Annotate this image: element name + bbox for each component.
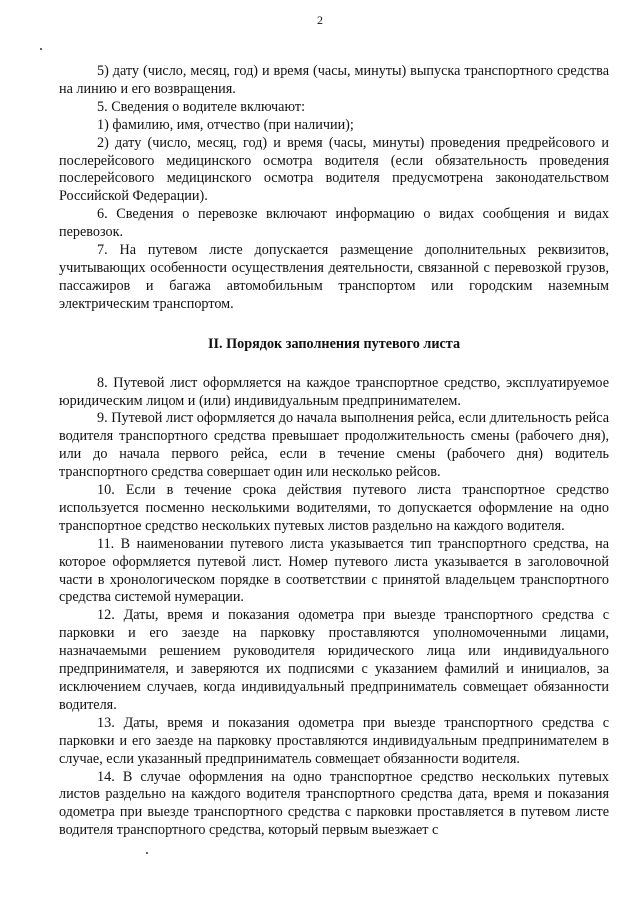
paragraph: 12. Даты, время и показания одометра при выезде транспортного средства с парковки и его заезде на парковку проставляются уполномоченными лицами, назначаемыми решением руководителя юридического лица или индивидуального предпринимателя, и заверяются их подписями с указанием фамилий и инициалов, за исключением случаев, когда индивидуальный предприниматель совмещает обязанности водителя. (59, 607, 609, 713)
paragraph: 5. Сведения о водителе включают: (97, 98, 306, 115)
paragraph: 10. Если в течение срока действия путевого листа транспортное средство используется посменно несколькими водителями, то допускается оформление на одно транспортное средство нескольких путевых листов раздельно на каждого водителя. (59, 482, 609, 534)
paragraph: 2) дату (число, месяц, год) и время (часы, минуты) проведения предрейсового и послерейсового медицинского осмотра водителя (если обязательность проведения послерейсового медицинского осмотра водителя предусмотрена законодательством Российской Федерации). (59, 134, 609, 205)
document-body (59, 63, 609, 840)
paragraph: 6. Сведения о перевозке включают информацию о видах сообщения и видах перевозок. (59, 206, 609, 241)
paragraph: 9. Путевой лист оформляется до начала выполнения рейса, если длительность рейса водителя транспортного средства превышает продолжительность смены (рабочего дня), или до начала первого рейса, если в течение смены (рабочего дня) водитель транспортного средства совершает один или несколько рейсов. (59, 410, 609, 481)
paragraph: 5) дату (число, месяц, год) и время (часы, минуты) выпуска транспортного средства на линию и его возвращения. (59, 63, 609, 97)
paragraph: 1) фамилию, имя, отчество (при наличии); (97, 116, 354, 133)
scan-speck (40, 48, 42, 50)
scan-speck (146, 852, 148, 854)
paragraph: 8. Путевой лист оформляется на каждое транспортное средство, эксплуатируемое юридическим лицом и (или) индивидуальным предпринимателем. (59, 374, 609, 409)
paragraph: 13. Даты, время и показания одометра при выезде транспортного средства с парковки и его заезде на парковку проставляются индивидуальным предпринимателем в случае, если указанный предприниматель совмещает обязанности водителя. (59, 714, 609, 767)
page-number: 2 (317, 13, 323, 27)
paragraph: 14. В случае оформления на одно транспортное средство нескольких путевых листов раздельно на каждого водителя транспортного средства дата, время и показания одометра при выезде транспортного средства с парковки проставляется в путевом листе водителя транспортного средства, который первым выезжает с (59, 768, 609, 839)
paragraph: 7. На путевом листе допускается размещение дополнительных реквизитов, учитывающих особенности осуществления деятельности, связанной с перевозкой грузов, пассажиров и багажа автомобильным транспортом или городским наземным электрическим транспортом. (59, 242, 609, 312)
paragraph: 11. В наименовании путевого листа указывается тип транспортного средства, на которое оформляется путевой лист. Номер путевого листа указывается в заголовочной части в хронологическом порядке в соответствии с принятой владельцем транспортного средства системой нумерации. (59, 535, 609, 606)
section-heading: II. Порядок заполнения путевого листа (207, 335, 461, 352)
